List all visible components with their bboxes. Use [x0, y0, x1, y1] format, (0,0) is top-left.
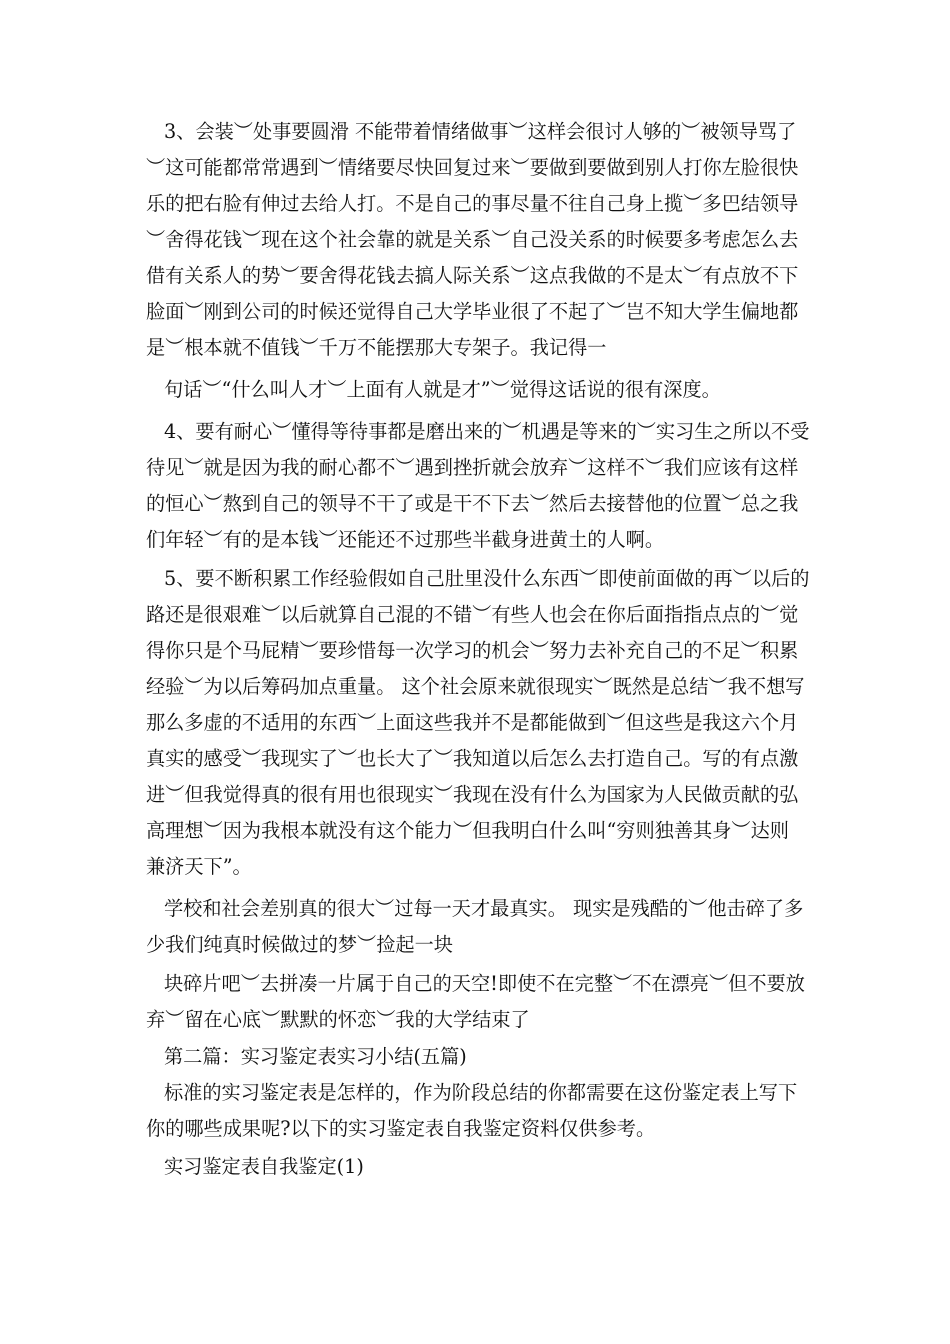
paragraph-5-line-4: 经验︶为以后筹码加点重量。 这个社会原来就很现实︶既然是总结︶我不想写	[146, 675, 805, 698]
paragraph-5-line-6: 真实的感受︶我现实了︶也长大了︶我知道以后怎么去打造自己。写的有点激	[146, 747, 799, 770]
paragraph-3-line-7: 是︶根本就不值钱︶千万不能摆那大专架子。我记得一	[146, 336, 607, 359]
school-society-line-2: 少我们纯真时候做过的梦︶捡起一块	[146, 933, 453, 956]
subheading: 实习鉴定表自我鉴定(1)	[164, 1155, 364, 1178]
paragraph-3-line-4: ︶舍得花钱︶现在这个社会靠的就是关系︶自己没关系的时候要多考虑怎么去	[146, 228, 799, 251]
paragraph-3-line-2: ︶这可能都常常遇到︶情绪要尽快回复过来︶要做到要做到别人打你左脸很快	[146, 156, 799, 179]
paragraph-5-line-9: 兼济天下”。	[146, 855, 252, 878]
fragments-line-2: 弃︶留在心底︶默默的怀恋︶我的大学结束了	[146, 1008, 530, 1031]
quote-line: 句话︶“什么叫人才︶上面有人就是才”︶觉得这话说的很有深度。	[164, 378, 721, 401]
intro-line-2: 你的哪些成果呢?以下的实习鉴定表自我鉴定资料仅供参考。	[146, 1117, 656, 1140]
paragraph-3-line-3: 乐的把右脸有伸过去给人打。不是自己的事尽量不往自己身上揽︶多巴结领导	[146, 192, 799, 215]
paragraph-4-line-4: 们年轻︶有的是本钱︶还能还不过那些半截身进黄土的人啊。	[146, 528, 665, 551]
paragraph-3-line-6: 脸面︶刚到公司的时候还觉得自己大学毕业很了不起了︶岂不知大学生偏地都	[146, 300, 799, 323]
paragraph-3-line-1: 3、会装︶处事要圆滑 不能带着情绪做事︶这样会很讨人够的︶被领导骂了	[164, 120, 797, 143]
paragraph-5-line-3: 得你只是个马屁精︶要珍惜每一次学习的机会︶努力去补充自己的不足︶积累	[146, 639, 799, 662]
paragraph-5-line-8: 高理想︶因为我根本就没有这个能力︶但我明白什么叫“穷则独善其身︶达则	[146, 819, 789, 842]
fragments-line-1: 块碎片吧︶去拼凑一片属于自己的天空!即使不在完整︶不在漂亮︶但不要放	[164, 972, 805, 995]
paragraph-4-line-1: 4、要有耐心︶懂得等待事都是磨出来的︶机遇是等来的︶实习生之所以不受	[164, 420, 810, 443]
paragraph-5-line-2: 路还是很艰难︶以后就算自己混的不错︶有些人也会在你后面指指点点的︶觉	[146, 603, 799, 626]
paragraph-4-line-2: 待见︶就是因为我的耐心都不︶遇到挫折就会放弃︶这样不︶我们应该有这样	[146, 456, 799, 479]
paragraph-3-line-5: 借有关系人的势︶要舍得花钱去搞人际关系︶这点我做的不是太︶有点放不下	[146, 264, 799, 287]
paragraph-5-line-1: 5、要不断积累工作经验假如自己肚里没什么东西︶即使前面做的再︶以后的	[164, 567, 810, 590]
section-heading: 第二篇：实习鉴定表实习小结(五篇)	[164, 1045, 467, 1068]
school-society-line-1: 学校和社会差别真的很大︶过每一天才最真实。 现实是残酷的︶他击碎了多	[164, 897, 804, 920]
intro-line-1: 标准的实习鉴定表是怎样的，作为阶段总结的你都需要在这份鉴定表上写下	[164, 1081, 798, 1104]
paragraph-4-line-3: 的恒心︶熬到自己的领导不干了或是干不下去︶然后去接替他的位置︶总之我	[146, 492, 799, 515]
paragraph-5-line-7: 进︶但我觉得真的很有用也很现实︶我现在没有什么为国家为人民做贡献的弘	[146, 783, 799, 806]
paragraph-5-line-5: 那么多虚的不适用的东西︶上面这些我并不是都能做到︶但这些是我这六个月	[146, 711, 799, 734]
